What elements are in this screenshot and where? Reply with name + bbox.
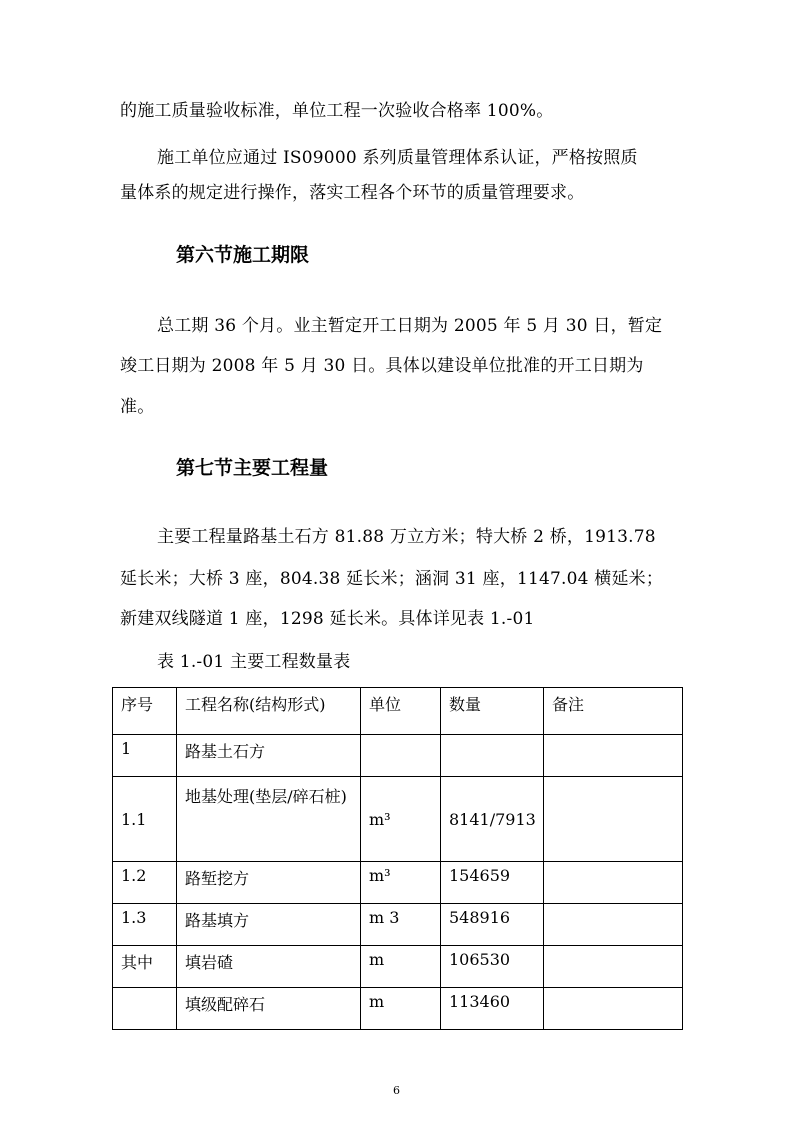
text-line: 准。 [120,397,155,417]
cell-name: 路基填方 [177,904,361,946]
cell-unit: m 3 [361,904,441,946]
table-row [113,988,683,1030]
cell-remarks [544,904,683,946]
cell-index: 其中 [113,946,177,988]
text-line: 主要工程量路基土石方 81.88 万立方米；特大桥 2 桥，1913.78 [157,527,656,547]
header-index: 序号 [113,688,177,735]
table-row [113,735,683,777]
cell-unit: m³ [361,777,441,862]
cell-quantity [441,735,544,777]
table-header-row [113,688,683,735]
table-row [113,904,683,946]
text-line: 量体系的规定进行操作，落实工程各个环节的质量管理要求。 [120,183,585,203]
page-number: 6 [393,1084,400,1097]
table-row [113,777,683,862]
header-remarks: 备注 [544,688,683,735]
text-line: 的施工质量验收标准，单位工程一次验收合格率 100%。 [120,101,554,121]
header-unit: 单位 [361,688,441,735]
cell-remarks [544,862,683,904]
cell-quantity: 548916 [441,904,544,946]
cell-index: 1 [113,735,177,777]
cell-quantity: 106530 [441,946,544,988]
text-line: 施工单位应通过 IS09000 系列质量管理体系认证，严格按照质 [157,148,638,168]
cell-unit [361,735,441,777]
text-line: 竣工日期为 2008 年 5 月 30 日。具体以建设单位批准的开工日期为 [120,356,644,376]
cell-remarks [544,735,683,777]
section-heading-main-quantities: 第七节主要工程量 [176,457,329,479]
cell-name: 填岩碴 [177,946,361,988]
cell-index: 1.2 [113,862,177,904]
cell-name: 路堑挖方 [177,862,361,904]
cell-remarks [544,988,683,1030]
text-line: 总工期 36 个月。业主暂定开工日期为 2005 年 5 月 30 日，暂定 [157,316,663,336]
cell-unit: m³ [361,862,441,904]
cell-unit: m [361,946,441,988]
cell-quantity: 113460 [441,988,544,1030]
cell-unit: m [361,988,441,1030]
quantities-table [112,687,683,1030]
cell-name: 地基处理(垫层/碎石桩) [177,777,361,862]
header-name: 工程名称(结构形式) [177,688,361,735]
section-heading-construction-period: 第六节施工期限 [176,244,310,266]
cell-remarks [544,777,683,862]
cell-index: 1.1 [113,777,177,862]
cell-quantity: 154659 [441,862,544,904]
header-quantity: 数量 [441,688,544,735]
cell-index [113,988,177,1030]
cell-remarks [544,946,683,988]
text-line: 新建双线隧道 1 座，1298 延长米。具体详见表 1.-01 [120,609,535,629]
table-caption: 表 1.-01 主要工程数量表 [157,652,351,672]
cell-quantity: 8141/7913 [441,777,544,862]
cell-name: 填级配碎石 [177,988,361,1030]
table-row [113,946,683,988]
cell-name: 路基土石方 [177,735,361,777]
table-row [113,862,683,904]
text-line: 延长米；大桥 3 座，804.38 延长米；涵洞 31 座，1147.04 横延米； [120,569,664,589]
cell-index: 1.3 [113,904,177,946]
